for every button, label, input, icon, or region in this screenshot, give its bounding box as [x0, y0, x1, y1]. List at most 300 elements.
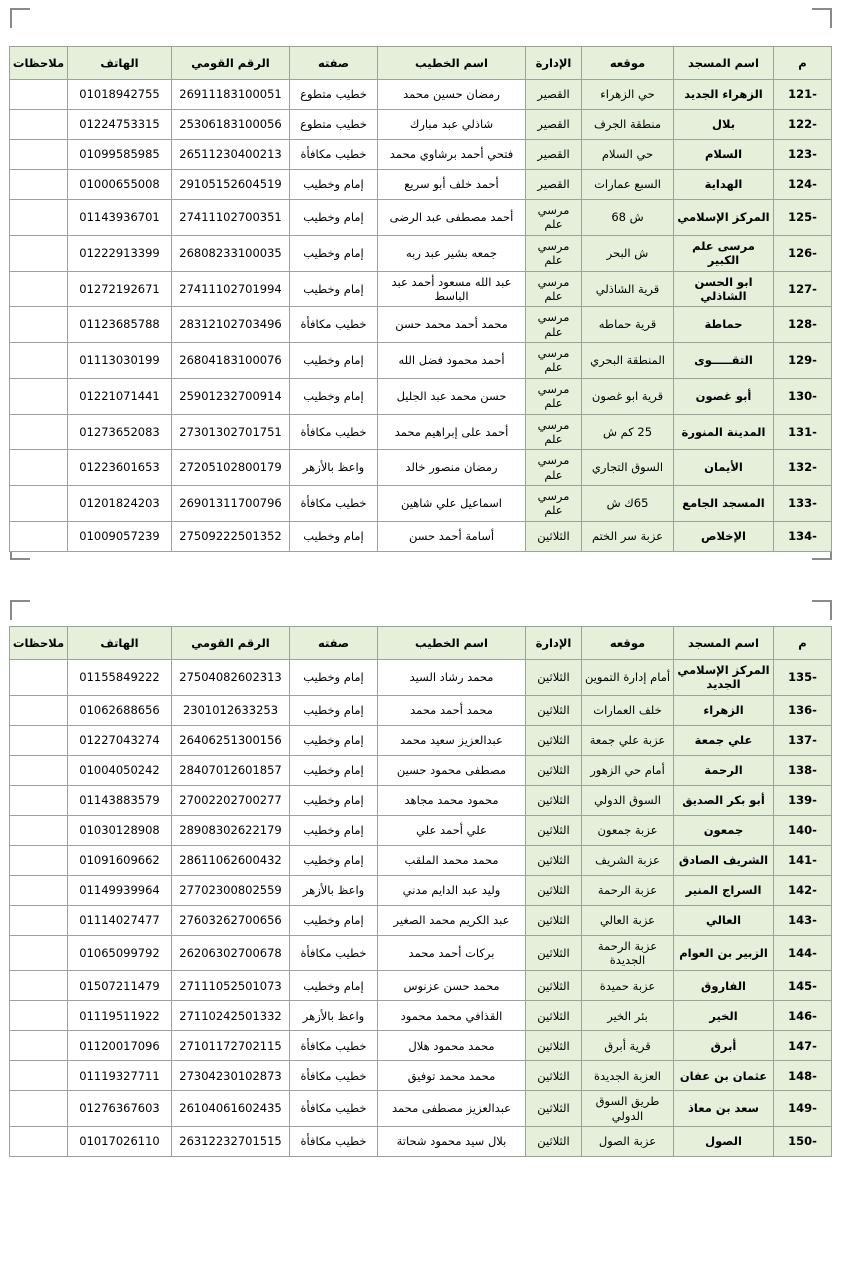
- cell-num: 122-: [774, 110, 832, 140]
- cell-notes: [10, 755, 68, 785]
- cell-department: الثلاثين: [526, 659, 582, 695]
- roster-table-body-2: [10, 659, 832, 1156]
- cell-national-id: 25901232700914: [172, 378, 290, 414]
- cell-phone: 01276367603: [68, 1091, 172, 1127]
- cell-notes: [10, 1001, 68, 1031]
- table-row: [10, 170, 832, 200]
- cell-location: عزبة الصول: [582, 1127, 674, 1157]
- cell-department: الثلاثين: [526, 725, 582, 755]
- cell-num: 135-: [774, 659, 832, 695]
- cell-department: مرسي علم: [526, 307, 582, 343]
- table-row: [10, 378, 832, 414]
- cell-location: قرية ابو غصون: [582, 378, 674, 414]
- cell-num: 143-: [774, 905, 832, 935]
- cell-location: ش 68: [582, 200, 674, 236]
- cell-location: طريق السوق الدولي: [582, 1091, 674, 1127]
- cell-notes: [10, 307, 68, 343]
- cell-department: الثلاثين: [526, 785, 582, 815]
- cell-department: مرسي علم: [526, 378, 582, 414]
- roster-table-header-1: [10, 47, 832, 80]
- table-row: [10, 695, 832, 725]
- cell-mosque: السراج المنير: [674, 875, 774, 905]
- cell-mosque: الشريف الصادق: [674, 845, 774, 875]
- cell-khateeb: محمد محمد الملقب: [378, 845, 526, 875]
- table-row: [10, 271, 832, 307]
- cell-role: خطيب متطوع: [290, 80, 378, 110]
- table-row: [10, 725, 832, 755]
- cell-national-id: 27411102700351: [172, 200, 290, 236]
- cell-num: 138-: [774, 755, 832, 785]
- column-header-mosque: اسم المسجد: [674, 626, 774, 659]
- cell-location: السوق الدولي: [582, 785, 674, 815]
- cell-mosque: التقـــــوى: [674, 343, 774, 379]
- cell-national-id: 27205102800179: [172, 450, 290, 486]
- cell-location: حي الزهراء: [582, 80, 674, 110]
- cell-role: إمام وخطيب: [290, 971, 378, 1001]
- cell-num: 121-: [774, 80, 832, 110]
- cell-national-id: 26901311700796: [172, 486, 290, 522]
- cell-khateeb: فتحي أحمد برشاوي محمد: [378, 140, 526, 170]
- cell-department: مرسي علم: [526, 450, 582, 486]
- roster-table-1: [9, 46, 832, 552]
- table-row: [10, 450, 832, 486]
- cell-national-id: 27411102701994: [172, 271, 290, 307]
- table-row: [10, 1061, 832, 1091]
- crop-mark-top-right: [812, 8, 832, 28]
- table-row: [10, 200, 832, 236]
- cell-department: القصير: [526, 170, 582, 200]
- cell-department: القصير: [526, 140, 582, 170]
- cell-location: قرية الشاذلي: [582, 271, 674, 307]
- cell-notes: [10, 905, 68, 935]
- cell-notes: [10, 935, 68, 971]
- cell-khateeb: محمد أحمد محمد: [378, 695, 526, 725]
- cell-role: واعظ بالأزهر: [290, 450, 378, 486]
- cell-role: خطيب مكافأة: [290, 307, 378, 343]
- cell-national-id: 27603262700656: [172, 905, 290, 935]
- cell-role: إمام وخطيب: [290, 235, 378, 271]
- cell-national-id: 28611062600432: [172, 845, 290, 875]
- cell-phone: 01091609662: [68, 845, 172, 875]
- cell-national-id: 25306183100056: [172, 110, 290, 140]
- cell-khateeb: محمد حسن عزنوس: [378, 971, 526, 1001]
- cell-department: الثلاثين: [526, 971, 582, 1001]
- cell-national-id: 26406251300156: [172, 725, 290, 755]
- cell-mosque: عثمان بن عفان: [674, 1061, 774, 1091]
- cell-role: واعظ بالأزهر: [290, 875, 378, 905]
- column-header-num: م: [774, 47, 832, 80]
- cell-notes: [10, 1127, 68, 1157]
- cell-department: مرسي علم: [526, 235, 582, 271]
- column-header-location: موقعه: [582, 47, 674, 80]
- cell-num: 139-: [774, 785, 832, 815]
- cell-national-id: 27002202700277: [172, 785, 290, 815]
- cell-location: 25 كم ش: [582, 414, 674, 450]
- cell-mosque: الهداية: [674, 170, 774, 200]
- roster-table-header-2: [10, 626, 832, 659]
- cell-khateeb: شاذلي عبد مبارك: [378, 110, 526, 140]
- table-row: [10, 486, 832, 522]
- cell-national-id: 28908302622179: [172, 815, 290, 845]
- cell-mosque: الفاروق: [674, 971, 774, 1001]
- cell-national-id: 27111052501073: [172, 971, 290, 1001]
- cell-location: 65ك ش: [582, 486, 674, 522]
- cell-notes: [10, 170, 68, 200]
- cell-department: القصير: [526, 80, 582, 110]
- table-row: [10, 1001, 832, 1031]
- cell-phone: 01201824203: [68, 486, 172, 522]
- table-row: [10, 307, 832, 343]
- cell-phone: 01273652083: [68, 414, 172, 450]
- table-row: [10, 935, 832, 971]
- cell-national-id: 27504082602313: [172, 659, 290, 695]
- cell-role: إمام وخطيب: [290, 170, 378, 200]
- cell-mosque: الإخلاص: [674, 521, 774, 551]
- cell-khateeb: محمود محمد مجاهد: [378, 785, 526, 815]
- table-row: [10, 971, 832, 1001]
- table-row: [10, 414, 832, 450]
- cell-department: الثلاثين: [526, 1061, 582, 1091]
- cell-location: أمام حي الزهور: [582, 755, 674, 785]
- cell-department: الثلاثين: [526, 905, 582, 935]
- cell-location: السوق التجاري: [582, 450, 674, 486]
- cell-notes: [10, 1031, 68, 1061]
- cell-notes: [10, 450, 68, 486]
- cell-department: الثلاثين: [526, 845, 582, 875]
- cell-national-id: 27304230102873: [172, 1061, 290, 1091]
- cell-khateeb: رمضان منصور خالد: [378, 450, 526, 486]
- cell-role: إمام وخطيب: [290, 815, 378, 845]
- cell-num: 136-: [774, 695, 832, 725]
- cell-num: 125-: [774, 200, 832, 236]
- cell-location: عزبة الشريف: [582, 845, 674, 875]
- table-row: [10, 1031, 832, 1061]
- cell-phone: 01221071441: [68, 378, 172, 414]
- cell-mosque: الزهراء: [674, 695, 774, 725]
- column-header-phone: الهاتف: [68, 626, 172, 659]
- cell-notes: [10, 725, 68, 755]
- table-row: [10, 235, 832, 271]
- cell-phone: 01155849222: [68, 659, 172, 695]
- cell-national-id: 26511230400213: [172, 140, 290, 170]
- cell-national-id: 26808233100035: [172, 235, 290, 271]
- cell-num: 148-: [774, 1061, 832, 1091]
- cell-phone: 01062688656: [68, 695, 172, 725]
- cell-role: إمام وخطيب: [290, 659, 378, 695]
- cell-phone: 01143883579: [68, 785, 172, 815]
- column-header-phone: الهاتف: [68, 47, 172, 80]
- cell-phone: 01119511922: [68, 1001, 172, 1031]
- cell-notes: [10, 875, 68, 905]
- cell-num: 124-: [774, 170, 832, 200]
- column-header-location: موقعه: [582, 626, 674, 659]
- cell-khateeb: بركات أحمد محمد: [378, 935, 526, 971]
- cell-department: القصير: [526, 110, 582, 140]
- crop-mark-top-left: [10, 8, 30, 28]
- cell-role: خطيب مكافأة: [290, 935, 378, 971]
- cell-phone: 01143936701: [68, 200, 172, 236]
- cell-national-id: 2301012633253: [172, 695, 290, 725]
- cell-mosque: الزهراء الجديد: [674, 80, 774, 110]
- cell-mosque: العالي: [674, 905, 774, 935]
- cell-department: الثلاثين: [526, 695, 582, 725]
- cell-khateeb: بلال سيد محمود شحاتة: [378, 1127, 526, 1157]
- cell-location: قرية أبرق: [582, 1031, 674, 1061]
- cell-national-id: 27110242501332: [172, 1001, 290, 1031]
- cell-department: الثلاثين: [526, 1127, 582, 1157]
- cell-phone: 01227043274: [68, 725, 172, 755]
- cell-location: عزبة جمعون: [582, 815, 674, 845]
- cell-phone: 01120017096: [68, 1031, 172, 1061]
- cell-notes: [10, 343, 68, 379]
- cell-location: ش البحر: [582, 235, 674, 271]
- cell-notes: [10, 845, 68, 875]
- cell-khateeb: محمد محمد توفيق: [378, 1061, 526, 1091]
- cell-mosque: الرحمة: [674, 755, 774, 785]
- cell-role: إمام وخطيب: [290, 200, 378, 236]
- cell-notes: [10, 785, 68, 815]
- table-row: [10, 785, 832, 815]
- cell-khateeb: أحمد على إبراهيم محمد: [378, 414, 526, 450]
- cell-num: 129-: [774, 343, 832, 379]
- cell-phone: 01114027477: [68, 905, 172, 935]
- cell-location: عزبة علي جمعة: [582, 725, 674, 755]
- cell-role: خطيب مكافأة: [290, 486, 378, 522]
- cell-notes: [10, 1061, 68, 1091]
- header-row: [10, 47, 832, 80]
- table-row: [10, 80, 832, 110]
- cell-num: 127-: [774, 271, 832, 307]
- cell-department: الثلاثين: [526, 755, 582, 785]
- sheet-1: [0, 46, 842, 552]
- cell-notes: [10, 110, 68, 140]
- roster-block-2: [0, 592, 842, 1173]
- cell-location: منطقة الجرف: [582, 110, 674, 140]
- cell-notes: [10, 80, 68, 110]
- cell-num: 149-: [774, 1091, 832, 1127]
- cell-num: 131-: [774, 414, 832, 450]
- cell-location: خلف العمارات: [582, 695, 674, 725]
- cell-phone: 01099585985: [68, 140, 172, 170]
- cell-num: 144-: [774, 935, 832, 971]
- cell-khateeb: وليد عبد الدايم مدني: [378, 875, 526, 905]
- cell-location: العزبة الجديدة: [582, 1061, 674, 1091]
- cell-department: الثلاثين: [526, 1001, 582, 1031]
- cell-department: الثلاثين: [526, 875, 582, 905]
- cell-notes: [10, 140, 68, 170]
- cell-phone: 01119327711: [68, 1061, 172, 1091]
- cell-role: إمام وخطيب: [290, 343, 378, 379]
- cell-mosque: الزبير بن العوام: [674, 935, 774, 971]
- cell-khateeb: أسامة أحمد حسن: [378, 521, 526, 551]
- cell-notes: [10, 486, 68, 522]
- cell-khateeb: أحمد مصطفى عبد الرضى: [378, 200, 526, 236]
- cell-role: إمام وخطيب: [290, 845, 378, 875]
- cell-khateeb: القذافي محمد محمود: [378, 1001, 526, 1031]
- cell-role: إمام وخطيب: [290, 378, 378, 414]
- table-row: [10, 875, 832, 905]
- cell-national-id: 29105152604519: [172, 170, 290, 200]
- cell-national-id: 28312102703496: [172, 307, 290, 343]
- cell-khateeb: محمد أحمد محمد حسن: [378, 307, 526, 343]
- cell-mosque: الصول: [674, 1127, 774, 1157]
- cell-notes: [10, 378, 68, 414]
- cell-num: 133-: [774, 486, 832, 522]
- cell-role: خطيب متطوع: [290, 110, 378, 140]
- cell-national-id: 26104061602435: [172, 1091, 290, 1127]
- cell-role: إمام وخطيب: [290, 905, 378, 935]
- cell-location: عزبة العالي: [582, 905, 674, 935]
- cell-location: بئر الخير: [582, 1001, 674, 1031]
- cell-khateeb: عبد الكريم محمد الصغير: [378, 905, 526, 935]
- table-row: [10, 1091, 832, 1127]
- table-row: [10, 521, 832, 551]
- cell-mosque: أبرق: [674, 1031, 774, 1061]
- cell-phone: 01017026110: [68, 1127, 172, 1157]
- cell-role: إمام وخطيب: [290, 785, 378, 815]
- cell-location: السبع عمارات: [582, 170, 674, 200]
- cell-num: 141-: [774, 845, 832, 875]
- crop-mark-top-right-2: [812, 600, 832, 620]
- cell-mosque: مرسى علم الكبير: [674, 235, 774, 271]
- cell-department: الثلاثين: [526, 1031, 582, 1061]
- cell-mosque: بلال: [674, 110, 774, 140]
- cell-national-id: 27301302701751: [172, 414, 290, 450]
- cell-role: إمام وخطيب: [290, 755, 378, 785]
- cell-mosque: الخير: [674, 1001, 774, 1031]
- cell-department: الثلاثين: [526, 935, 582, 971]
- cell-mosque: سعد بن معاذ: [674, 1091, 774, 1127]
- column-header-department: الإدارة: [526, 47, 582, 80]
- table-row: [10, 659, 832, 695]
- cell-role: خطيب مكافأة: [290, 414, 378, 450]
- table-row: [10, 1127, 832, 1157]
- cell-notes: [10, 521, 68, 551]
- cell-notes: [10, 695, 68, 725]
- cell-notes: [10, 414, 68, 450]
- cell-num: 134-: [774, 521, 832, 551]
- header-row: [10, 626, 832, 659]
- cell-khateeb: عبد الله مسعود أحمد عبد الباسط: [378, 271, 526, 307]
- cell-phone: 01009057239: [68, 521, 172, 551]
- column-header-notes: ملاحظات: [10, 626, 68, 659]
- page-separator: [0, 568, 842, 592]
- cell-role: خطيب مكافأة: [290, 1127, 378, 1157]
- table-row: [10, 110, 832, 140]
- cell-location: عزبة سر الختم: [582, 521, 674, 551]
- cell-department: مرسي علم: [526, 343, 582, 379]
- cell-num: 132-: [774, 450, 832, 486]
- cell-phone: 01507211479: [68, 971, 172, 1001]
- cell-mosque: المركز الإسلامي الجديد: [674, 659, 774, 695]
- cell-notes: [10, 1091, 68, 1127]
- cell-role: إمام وخطيب: [290, 725, 378, 755]
- cell-num: 147-: [774, 1031, 832, 1061]
- roster-table-2: [9, 626, 832, 1157]
- cell-department: مرسي علم: [526, 271, 582, 307]
- cell-location: عزبة الرحمة: [582, 875, 674, 905]
- cell-national-id: 26911183100051: [172, 80, 290, 110]
- cell-khateeb: علي أحمد علي: [378, 815, 526, 845]
- roster-table-body-1: [10, 80, 832, 552]
- cell-location: حي السلام: [582, 140, 674, 170]
- column-header-khateeb: اسم الخطيب: [378, 47, 526, 80]
- cell-phone: 01224753315: [68, 110, 172, 140]
- cell-num: 130-: [774, 378, 832, 414]
- cell-department: الثلاثين: [526, 521, 582, 551]
- cell-num: 146-: [774, 1001, 832, 1031]
- cell-notes: [10, 200, 68, 236]
- cell-num: 137-: [774, 725, 832, 755]
- cell-phone: 01065099792: [68, 935, 172, 971]
- cell-role: خطيب مكافأة: [290, 140, 378, 170]
- cell-mosque: السلام: [674, 140, 774, 170]
- cell-department: الثلاثين: [526, 1091, 582, 1127]
- roster-block-1: [0, 0, 842, 568]
- cell-khateeb: عبدالعزيز مصطفى محمد: [378, 1091, 526, 1127]
- cell-phone: 01004050242: [68, 755, 172, 785]
- column-header-department: الإدارة: [526, 626, 582, 659]
- cell-mosque: المدينة المنورة: [674, 414, 774, 450]
- cell-num: 150-: [774, 1127, 832, 1157]
- cell-phone: 01222913399: [68, 235, 172, 271]
- table-row: [10, 343, 832, 379]
- cell-notes: [10, 235, 68, 271]
- cell-role: خطيب مكافأة: [290, 1031, 378, 1061]
- cell-national-id: 28407012601857: [172, 755, 290, 785]
- cell-mosque: جمعون: [674, 815, 774, 845]
- crop-mark-top-left-2: [10, 600, 30, 620]
- cell-notes: [10, 815, 68, 845]
- cell-location: المنطقة البحري: [582, 343, 674, 379]
- cell-national-id: 27101172702115: [172, 1031, 290, 1061]
- cell-location: قرية حماطه: [582, 307, 674, 343]
- cell-department: مرسي علم: [526, 486, 582, 522]
- table-row: [10, 845, 832, 875]
- cell-khateeb: عبدالعزيز سعيد محمد: [378, 725, 526, 755]
- cell-role: إمام وخطيب: [290, 695, 378, 725]
- cell-mosque: المسجد الجامع: [674, 486, 774, 522]
- cell-phone: 01000655008: [68, 170, 172, 200]
- cell-location: عزبة حميدة: [582, 971, 674, 1001]
- column-header-khateeb: اسم الخطيب: [378, 626, 526, 659]
- cell-notes: [10, 659, 68, 695]
- cell-khateeb: رمضان حسين محمد: [378, 80, 526, 110]
- cell-khateeb: أحمد خلف أبو سريع: [378, 170, 526, 200]
- cell-role: واعظ بالأزهر: [290, 1001, 378, 1031]
- cell-role: خطيب مكافأة: [290, 1061, 378, 1091]
- cell-national-id: 27702300802559: [172, 875, 290, 905]
- cell-mosque: الأيمان: [674, 450, 774, 486]
- column-header-mosque: اسم المسجد: [674, 47, 774, 80]
- cell-role: إمام وخطيب: [290, 271, 378, 307]
- cell-national-id: 26312232701515: [172, 1127, 290, 1157]
- table-row: [10, 755, 832, 785]
- cell-num: 145-: [774, 971, 832, 1001]
- cell-phone: 01113030199: [68, 343, 172, 379]
- column-header-role: صفته: [290, 47, 378, 80]
- cell-khateeb: أحمد محمود فضل الله: [378, 343, 526, 379]
- cell-num: 128-: [774, 307, 832, 343]
- cell-national-id: 26206302700678: [172, 935, 290, 971]
- cell-num: 142-: [774, 875, 832, 905]
- cell-mosque: حماطة: [674, 307, 774, 343]
- table-row: [10, 815, 832, 845]
- cell-mosque: علي جمعة: [674, 725, 774, 755]
- cell-notes: [10, 971, 68, 1001]
- cell-phone: 01149939964: [68, 875, 172, 905]
- cell-num: 140-: [774, 815, 832, 845]
